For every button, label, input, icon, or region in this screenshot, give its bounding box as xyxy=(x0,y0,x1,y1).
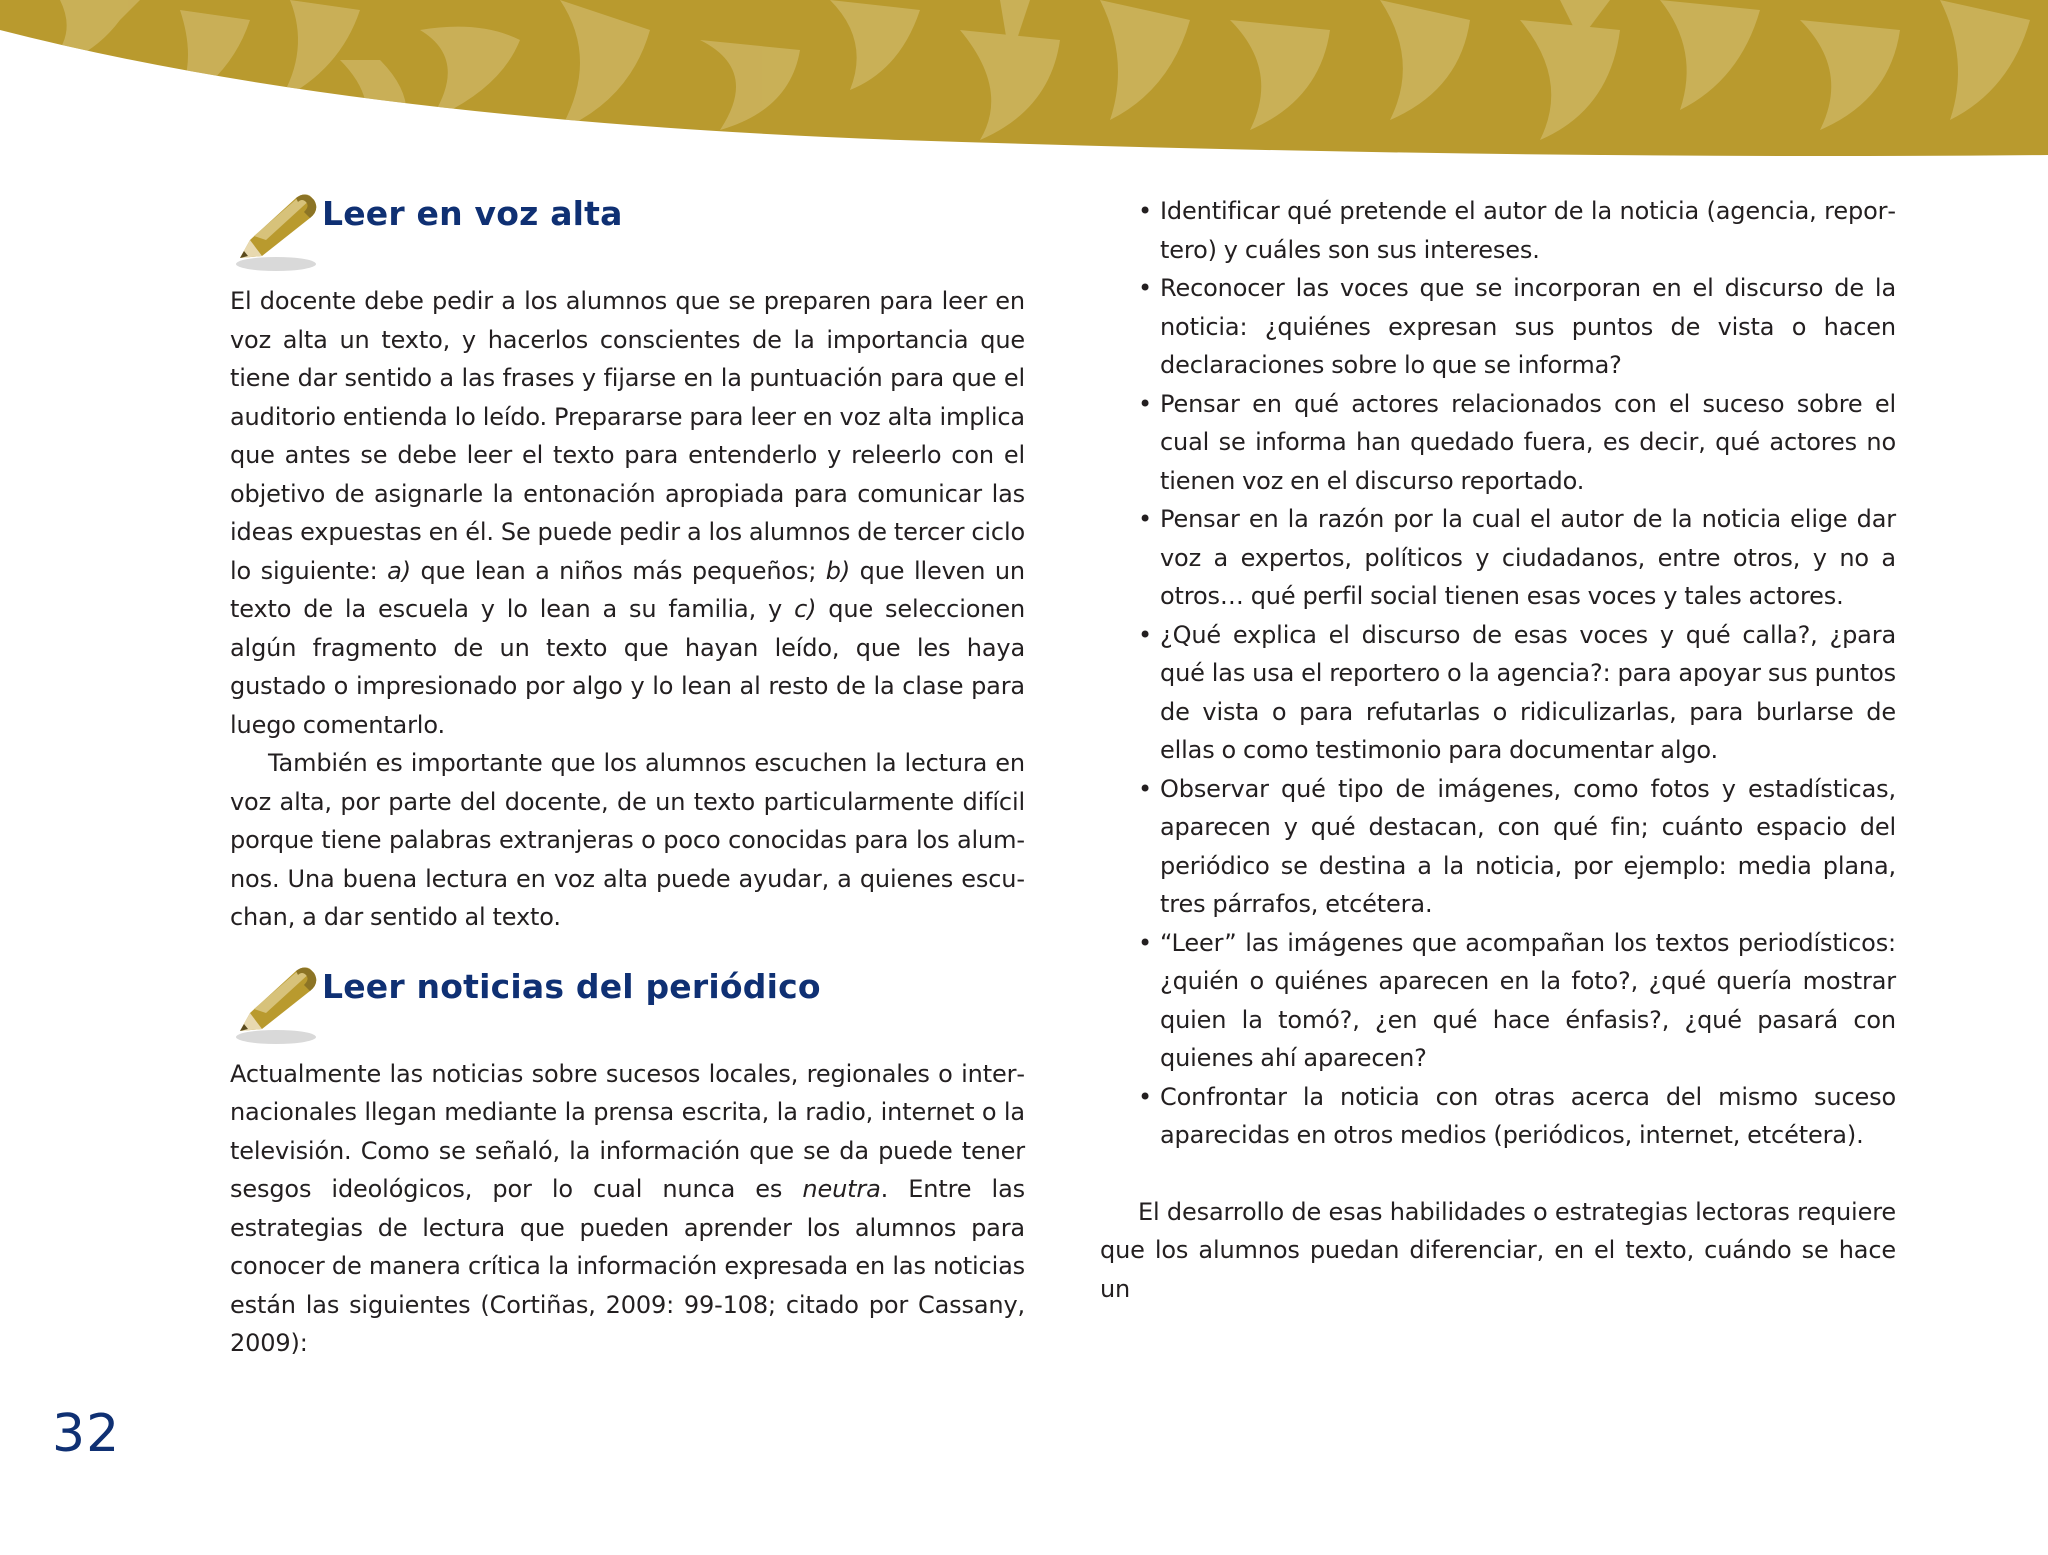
text-run: que lleven un texto de la escuela y lo lean a su familia, y xyxy=(230,556,1025,623)
text-run: . Entre las estrategias de lectura que pueden aprender los alumnos para conocer de manera crítica la información expresada en las noticias están las siguientes (Cortiñas, 2009: 99-108; citado por Cassany, 2009): xyxy=(230,1175,1025,1357)
left-column xyxy=(230,192,1025,1363)
list-item xyxy=(1100,385,1896,501)
page-number: 32 xyxy=(52,1404,121,1464)
list-item-text: “Leer” las imágenes que acompañan los textos periodísticos: ¿quién o quiénes aparecen en la foto?, ¿qué quería mostrar quien la tomó?, ¿en qué hace énfasis?, ¿qué pasará con quienes ahí aparecen? xyxy=(1160,928,1896,1072)
list-item-text: Pensar en qué actores relacionados con el suceso sobre el cual se informa han quedado fuera, es decir, qué actores no tienen voz en el discurso reportado. xyxy=(1160,389,1896,495)
bullet-icon: • xyxy=(1138,620,1153,649)
paragraph: También es importante que los alumnos escuchen la lectura en voz alta, por parte del docente, de un texto particularmente difícil porque tiene palabras extranjeras o poco conocidas para los alumnos. Una buena lectura en voz alta puede ayudar, a quienes escuchan, a dar sentido al texto. xyxy=(230,749,1025,931)
list-item-text: Observar qué tipo de imágenes, como fotos y estadísticas, aparecen y qué destacan, con qué fin; cuánto espacio del periódico se destina a la noticia, por ejemplo: media plana, tres párrafos, etcétera. xyxy=(1160,774,1896,918)
list-item xyxy=(1100,924,1896,1078)
bullet-icon: • xyxy=(1138,197,1153,225)
text-run: El docente debe pedir a los alumnos que se preparen para leer en voz alta un texto, y hacerlos conscientes de la importancia que tiene dar sentido a las frases y fijarse en la puntuación para que el auditorio entienda lo leído. Prepararse para leer en voz alta implica que antes se debe leer el texto para entenderlo y releerlo con el objetivo de asignarle la entonación apropiada para comunicar las ideas expuestas en él. Se puede pedir a los alumnos de tercer ciclo lo siguiente: xyxy=(230,287,1025,585)
paragraph xyxy=(230,1055,1025,1363)
section-heading-leer-noticias xyxy=(230,965,1025,1051)
list-item xyxy=(1100,770,1896,924)
bullet-icon: • xyxy=(1138,274,1153,302)
bullet-icon: • xyxy=(1138,928,1153,957)
bullet-icon: • xyxy=(1138,774,1153,803)
paragraph: El desarrollo de esas habilidades o estrategias lectoras requiere que los alumnos puedan diferenciar, en el texto, cuándo se hace un xyxy=(1100,1197,1896,1303)
bullet-icon: • xyxy=(1138,505,1153,533)
list-marker-b: b) xyxy=(825,556,851,585)
list-item xyxy=(1100,616,1896,770)
paragraph xyxy=(230,282,1025,744)
pencil-icon xyxy=(232,192,322,276)
hands-pattern-banner xyxy=(0,0,2048,170)
right-column xyxy=(1100,192,1896,1308)
bullet-icon: • xyxy=(1138,389,1153,418)
section-title: Leer noticias del periódico xyxy=(322,966,821,1006)
list-marker-a: a) xyxy=(387,556,411,585)
list-item-text: Reconocer las voces que se incorporan en el discurso de la noticia: ¿quiénes expresan sus puntos de vista o hacen declaraciones sobre lo que se informa? xyxy=(1160,274,1896,379)
text-run: Actualmente las noticias sobre sucesos locales, regionales o internacionales llegan mediante la prensa escrita, la radio, internet o la televisión. Como se señaló, la información que se da puede tener sesgos ideológicos, por lo cual nunca es xyxy=(230,1059,1025,1203)
list-item-text: Identificar qué pretende el autor de la noticia (agencia, reportero) y cuáles son sus intereses. xyxy=(1160,197,1896,264)
list-item xyxy=(1100,269,1896,385)
emphasis: neutra xyxy=(802,1175,881,1203)
list-item-text: ¿Qué explica el discurso de esas voces y qué calla?, ¿para qué las usa el reportero o la agencia?: para apoyar sus puntos de vista o para refutarlas o ridiculizarlas, para burlarse de ellas o como testimonio para documentar algo. xyxy=(1160,620,1896,764)
section-title: Leer en voz alta xyxy=(322,194,623,233)
list-marker-c: c) xyxy=(794,595,817,623)
list-item-text: Confrontar la noticia con otras acerca del mismo suceso aparecidas en otros medios (periódicos, internet, etcétera). xyxy=(1160,1082,1896,1149)
list-item xyxy=(1100,1078,1896,1155)
strategies-list xyxy=(1100,192,1896,1155)
list-item-text: Pensar en la razón por la cual el autor de la noticia elige dar voz a expertos, políticos y ciudadanos, entre otros, y no a otros… qué perfil social tienen esas voces y tales actores. xyxy=(1160,505,1896,610)
text-run: que lean a niños más pequeños; xyxy=(410,556,826,585)
section-heading-leer-en-voz-alta xyxy=(230,192,1025,278)
list-item xyxy=(1100,500,1896,616)
list-item xyxy=(1100,192,1896,269)
pencil-icon xyxy=(232,965,322,1049)
text-run: que seleccionen algún fragmento de un texto que hayan leído, que les haya gustado o impresionado por algo y lo lean al resto de la clase para luego comentarlo. xyxy=(230,595,1026,739)
bullet-icon: • xyxy=(1138,1082,1153,1111)
